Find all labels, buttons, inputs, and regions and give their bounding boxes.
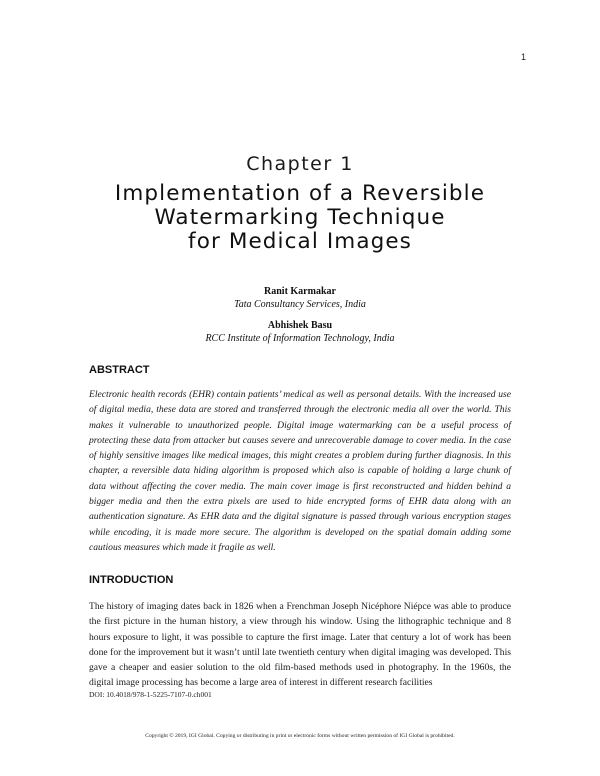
doi: DOI: 10.4018/978-1-5225-7107-0.ch001 (89, 690, 212, 699)
page-number: 1 (521, 52, 527, 62)
introduction-heading: INTRODUCTION (89, 574, 174, 586)
abstract-text: Electronic health records (EHR) contain patients’ medical as well as personal details. With the increased use of digital media, these data are stored and transferred through the electronic media all over the world. This makes it vulnerable to unauthorized people. Digital image watermarking can be a useful process of protecting these data from attacker but causes severe and unrecoverable damage to cover media. In the case of highly sensitive images like medical images, this might creates a problem during further diagnosis. In this chapter, a reversible data hiding algorithm is proposed which also is capable of holding a large chunk of data without affecting the cover media. The main cover image is first reconstructed and hidden behind a bigger media and then the extra pixels are used to hide encrypted forms of EHR data along with an authentication signature. As EHR data and the digital signature is passed through various encryption stages while encoding, it is made more secure. The algorithm is developed on the spatial domain adding some cautious measures which made it fragile as well. (89, 389, 511, 553)
chapter-title-line: Watermarking Technique (154, 205, 446, 230)
author-affiliation: Tata Consultancy Services, India (234, 299, 366, 310)
chapter-title-line: for Medical Images (188, 229, 412, 254)
chapter-title-line: Implementation of a Reversible (114, 181, 486, 206)
introduction-text: The history of imaging dates back in 1826 when a Frenchman Joseph Nicéphore Niépce was able to produce the first picture in the human history, a view through his window. Using the lithographic technique and 8 hours exposure to light, it was possible to capture the first image. Later that century a lot of work has been done for the improvement but it wasn’t until late twentieth century when digital imaging was developed. This gave a cheaper and easier solution to the old film-based methods used in photography. In the 1960s, the digital image processing has become a large area of interest in different research facilities (89, 601, 511, 689)
chapter-title (0, 182, 600, 254)
copyright-notice: Copyright © 2019, IGI Global. Copying or distributing in print or electronic forms without written permission of IGI Global is prohibited. (145, 733, 455, 739)
author-name: Ranit Karmakar (264, 286, 336, 297)
abstract-heading: ABSTRACT (89, 364, 150, 376)
chapter-label: Chapter 1 (246, 153, 354, 175)
author-affiliation: RCC Institute of Information Technology, India (205, 333, 395, 344)
author-block (0, 285, 600, 311)
author-name: Abhishek Basu (267, 320, 333, 331)
author-block (0, 319, 600, 345)
